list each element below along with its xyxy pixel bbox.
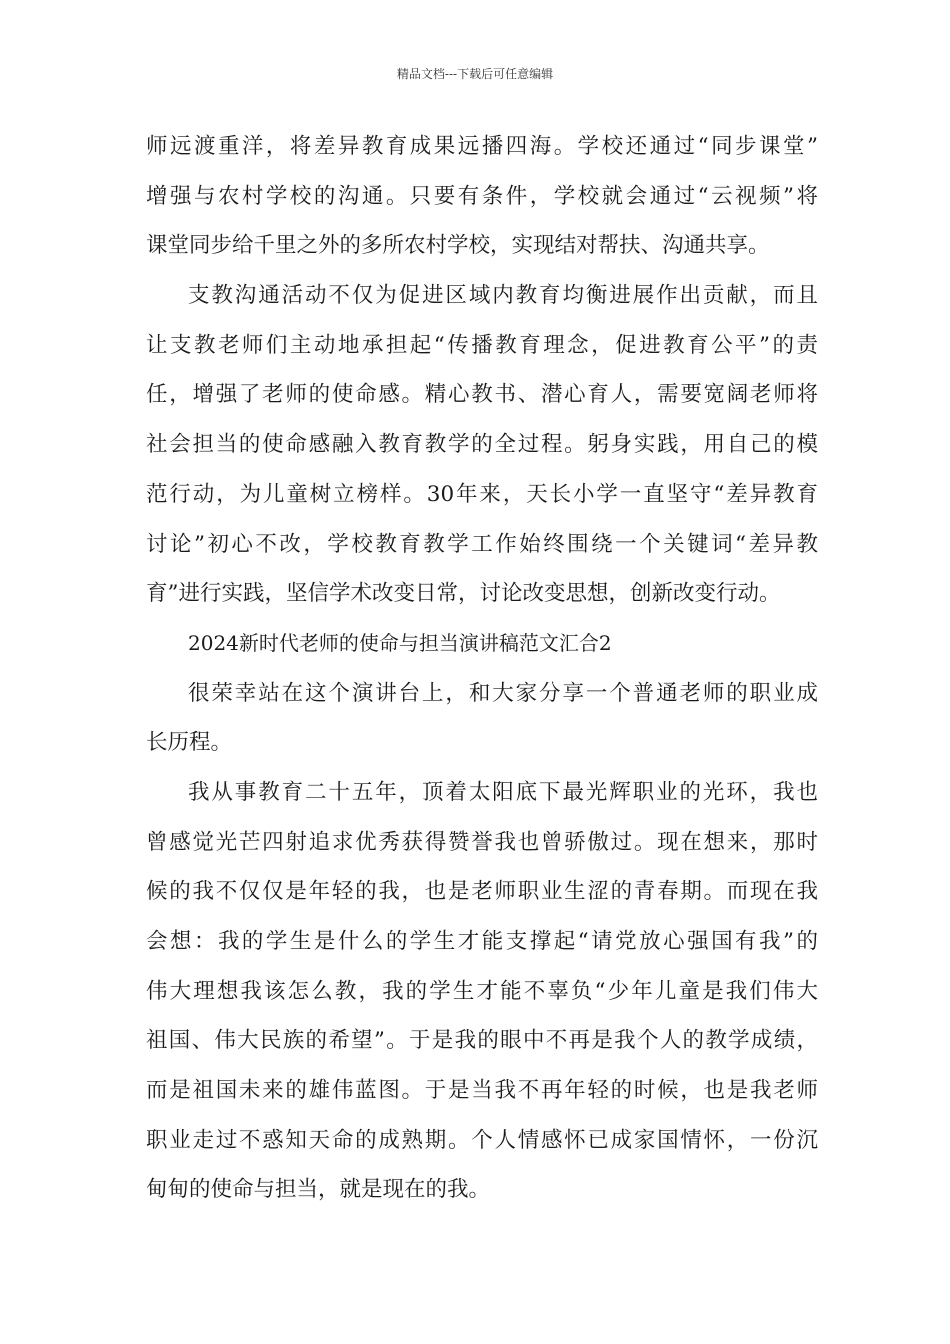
text-line: 范行动，为儿童树立榜样。30年来，天长小学一直坚守“差异教育 [146,481,818,507]
text-line: 甸甸的使命与担当，就是现在的我。 [146,1177,491,1203]
text-line: 课堂同步给千里之外的多所农村学校，实现结对帮扶、沟通共享。 [146,233,770,259]
text-line: 任，增强了老师的使命感。精心教书、潜心育人，需要宽阔老师将 [146,382,818,408]
document-body [146,122,818,1215]
text-line: 曾感觉光芒四射追求优秀获得赞誉我也曾骄傲过。现在想来，那时 [146,829,818,855]
text-line: 育”进行实践，坚信学术改变日常，讨论改变思想，创新改变行动。 [146,581,781,607]
text-line: 而是祖国未来的雄伟蓝图。于是当我不再年轻的时候，也是我老师 [146,1078,818,1104]
text-line: 祖国、伟大民族的希望”。于是我的眼中不再是我个人的教学成绩， [146,1028,818,1054]
text-line: 让支教老师们主动地承担起“传播教育理念，促进教育公平”的责 [146,332,818,358]
text-line: 我从事教育二十五年，顶着太阳底下最光辉职业的光环，我也 [188,779,818,805]
text-line: 很荣幸站在这个演讲台上，和大家分享一个普通老师的职业成 [188,680,818,706]
text-line: 讨论”初心不改，学校教育教学工作始终围绕一个关键词“差异教 [146,531,818,557]
text-line: 职业走过不惑知天命的成熟期。个人情感怀已成家国情怀，一份沉 [146,1127,818,1153]
text-line: 伟大理想我该怎么教，我的学生才能不辜负“少年儿童是我们伟大 [146,978,818,1004]
page-header: 精品文档---下载后可任意编辑 [396,67,554,81]
text-line: 会想：我的学生是什么的学生才能支撑起“请党放心强国有我”的 [146,929,818,954]
section-heading: 2024新时代老师的使命与担当演讲稿范文汇合2 [188,630,612,655]
text-line: 师远渡重洋，将差异教育成果远播四海。学校还通过“同步课堂” [146,134,818,159]
text-line: 增强与农村学校的沟通。只要有条件，学校就会通过“云视频”将 [146,183,818,209]
text-line: 社会担当的使命感融入教育教学的全过程。躬身实践，用自己的模 [146,432,818,458]
text-line: 支教沟通活动不仅为促进区域内教育均衡进展作出贡献，而且 [188,283,818,309]
text-line: 候的我不仅仅是年轻的我，也是老师职业生涩的青春期。而现在我 [146,879,818,905]
text-line: 长历程。 [146,730,233,756]
